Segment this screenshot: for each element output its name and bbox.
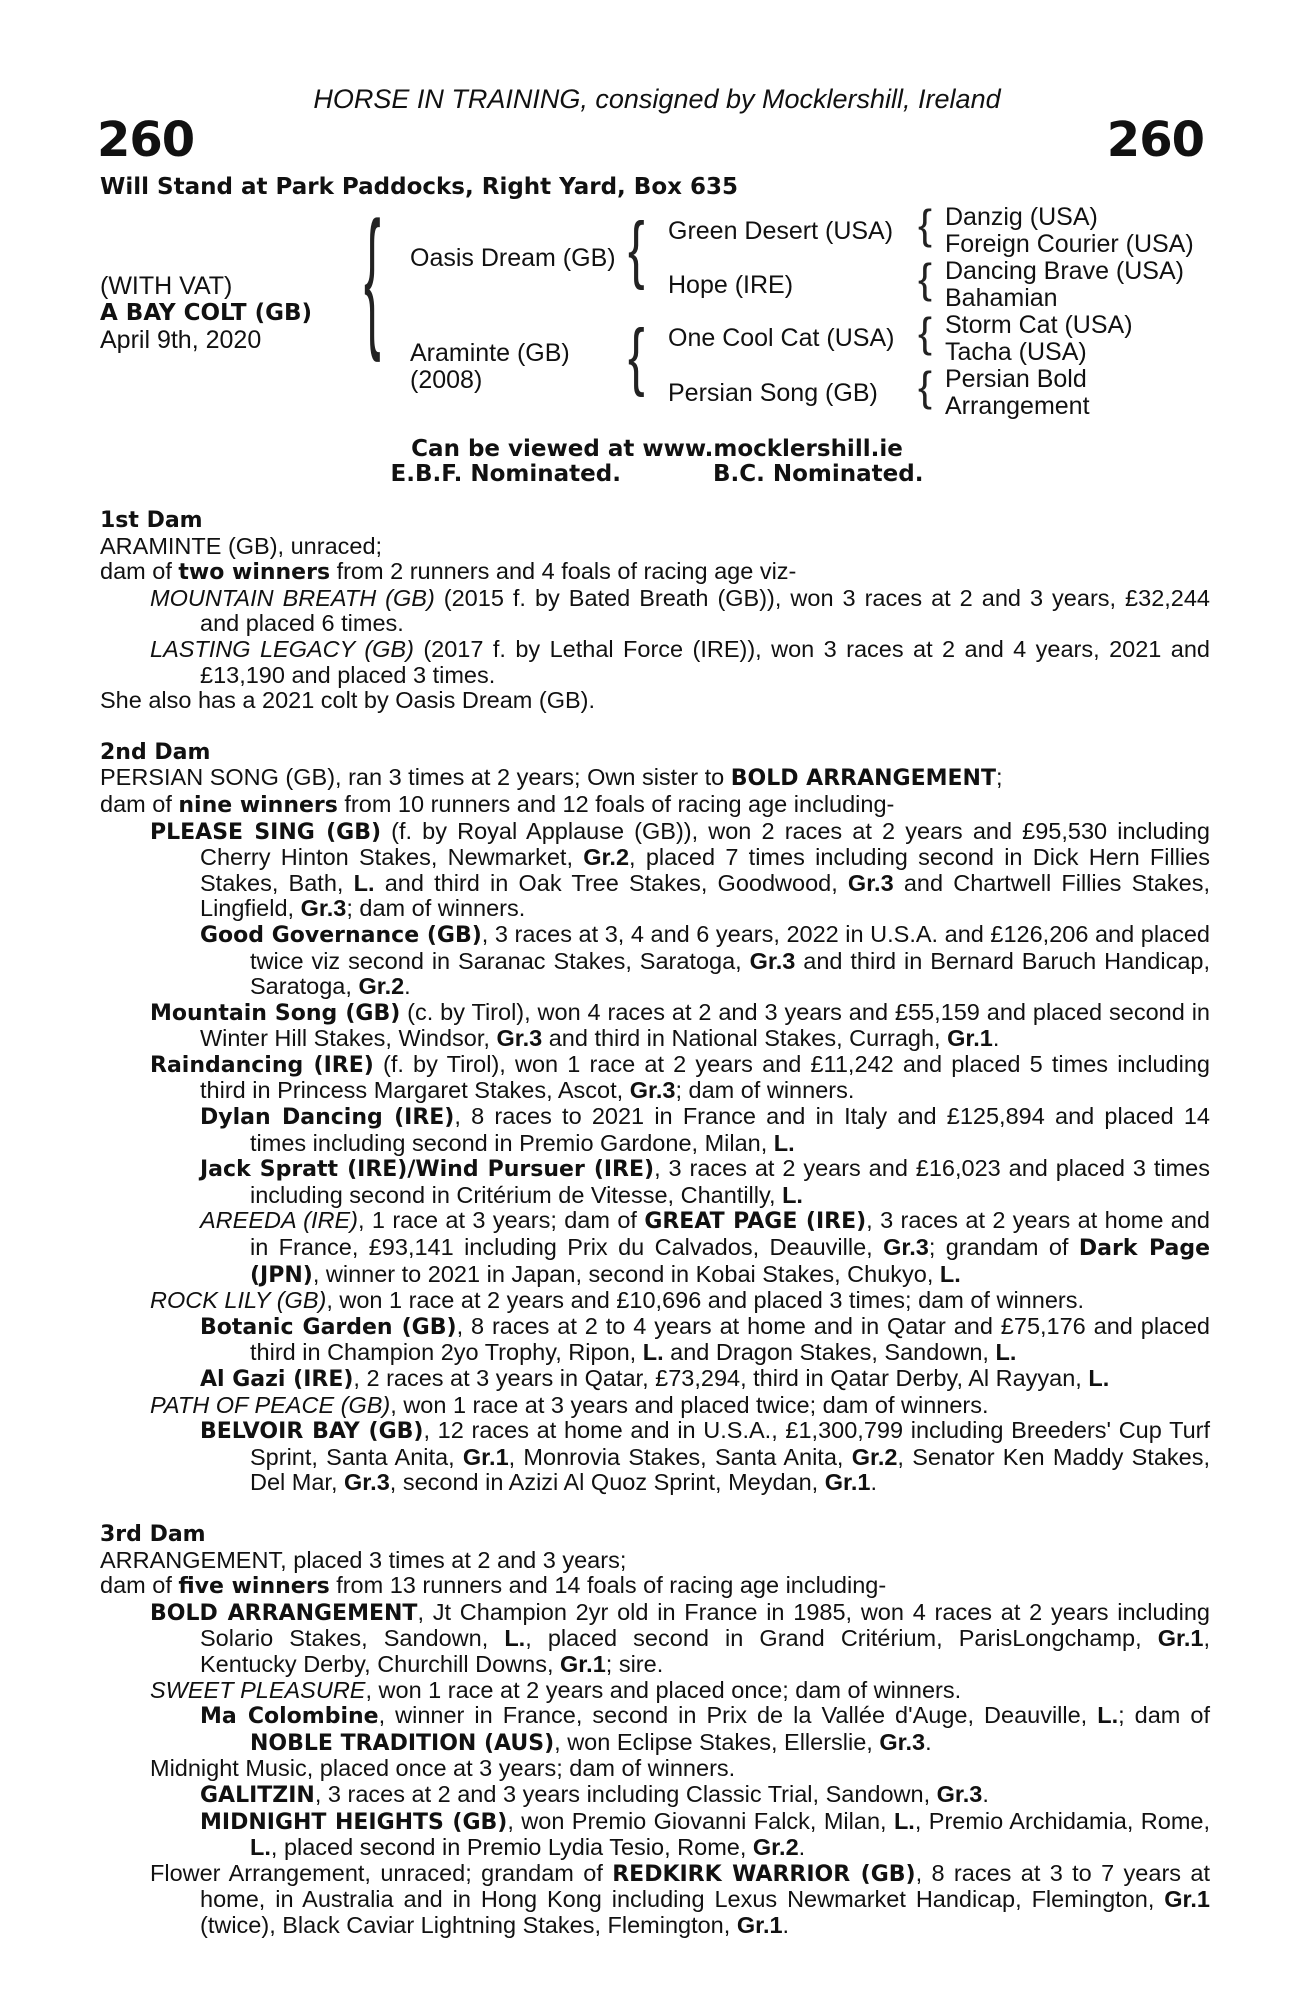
- dam-dam: Persian Song (GB): [668, 379, 878, 407]
- nominations: [0, 461, 1314, 487]
- first-dam-summary: dam of two winners from 2 runners and 4 foals of racing age viz-: [100, 558, 797, 586]
- second-dam-line: PERSIAN SONG (GB), ran 3 times at 2 years; Own sister to BOLD ARRANGEMENT;: [100, 764, 1003, 792]
- pedigree-brace: {: [628, 207, 645, 291]
- pedigree-brace: {: [918, 309, 933, 356]
- g3-3: Dancing Brave (USA): [945, 257, 1184, 285]
- produce-entry: ROCK LILY (GB), won 1 race at 2 years and £10,696 and placed 3 times; dam of winners.: [150, 1287, 1084, 1314]
- third-dam-summary: dam of five winners from 13 runners and 14 foals of racing age including-: [100, 1572, 887, 1600]
- produce-entry: BELVOIR BAY (GB), 12 races at home and in U.S.A., £1,300,799 including Breeders' Cup Turf Sprint, Santa Anita, Gr.1, Monrovia Stakes, Santa Anita, Gr.2, Senator Ken Maddy Stakes, Del Mar, Gr.3, second in Azizi Al Quoz Sprint, Meydan, Gr.1.: [200, 1417, 1211, 1496]
- produce-entry: Midnight Music, placed once at 3 years; dam of winners.: [150, 1755, 736, 1782]
- produce-entry: MIDNIGHT HEIGHTS (GB), won Premio Giovanni Falck, Milan, L., Premio Archidamia, Rome, L., placed second in Premio Lydia Tesio, Rome, Gr.2.: [200, 1807, 1211, 1861]
- produce-entry: AREEDA (IRE), 1 race at 3 years; dam of GREAT PAGE (IRE), 3 races at 2 years at home and in France, £93,141 including Prix du Calvados, Deauville, Gr.3; grandam of Dark Page (JPN), winner to 2021 in Japan, second in Kobai Stakes, Chukyo, L.: [200, 1207, 1211, 1288]
- dam: Araminte (GB): [410, 339, 570, 367]
- pedigree-brace: {: [918, 363, 933, 410]
- produce-entry: Mountain Song (GB) (c. by Tirol), won 4 races at 2 and 3 years and £55,159 and placed second in Winter Hill Stakes, Windsor, Gr.3 and third in National Stakes, Curragh, Gr.1.: [150, 998, 1210, 1052]
- g3-4: Bahamian: [945, 284, 1058, 312]
- produce-entry: Al Gazi (IRE), 2 races at 3 years in Qatar, £73,294, third in Qatar Derby, Al Rayyan, L.: [200, 1365, 1110, 1392]
- pedigree-brace: {: [628, 314, 645, 398]
- bc-note: B.C. Nominated.: [712, 461, 924, 487]
- ebf-note: E.B.F. Nominated.: [390, 461, 621, 487]
- g3-8: Arrangement: [945, 392, 1090, 420]
- first-dam-line: ARAMINTE (GB), unraced;: [100, 532, 383, 559]
- viewing-note: Can be viewed at www.mocklershill.ie: [411, 436, 903, 462]
- produce-entry: MOUNTAIN BREATH (GB) (2015 f. by Bated Breath (GB)), won 3 races at 2 and 3 years, £32,244 and placed 6 times.: [150, 584, 1210, 637]
- g3-6: Tacha (USA): [945, 338, 1087, 366]
- lot-number-right: 260: [1106, 112, 1204, 168]
- produce-entry: Dylan Dancing (IRE), 8 races to 2021 in France and in Italy and £125,894 and placed 14 times including second in Premio Gardone, Milan, L.: [200, 1103, 1211, 1156]
- g3-1: Danzig (USA): [945, 203, 1098, 231]
- third-dam-line: ARRANGEMENT, placed 3 times at 2 and 3 years;: [100, 1546, 627, 1573]
- g3-2: Foreign Courier (USA): [945, 230, 1194, 258]
- first-dam-heading: 1st Dam: [100, 508, 203, 533]
- produce-entry: LASTING LEGACY (GB) (2017 f. by Lethal Force (IRE)), won 3 races at 2 and 4 years, 2021 and £13,190 and placed 3 times.: [150, 635, 1210, 688]
- g3-5: Storm Cat (USA): [945, 311, 1133, 339]
- produce-entry: Good Governance (GB), 3 races at 3, 4 and 6 years, 2022 in U.S.A. and £126,206 and placed twice viz second in Saranac Stakes, Saratoga, Gr.3 and third in Bernard Baruch Handicap, Saratoga, Gr.2.: [200, 920, 1211, 1000]
- sire-sire: Green Desert (USA): [668, 217, 894, 245]
- produce-entry: PATH OF PEACE (GB), won 1 race at 3 years and placed twice; dam of winners.: [150, 1391, 989, 1418]
- produce-entry: Botanic Garden (GB), 8 races at 2 to 4 years at home and in Qatar and £75,176 and placed third in Champion 2yo Trophy, Ripon, L. and Dragon Stakes, Sandown, L.: [200, 1312, 1210, 1366]
- produce-entry: Jack Spratt (IRE)/Wind Pursuer (IRE), 3 races at 2 years and £16,023 and placed 3 times including second in Critérium de Vitesse, Chantilly, L.: [200, 1155, 1210, 1208]
- dam-sire: One Cool Cat (USA): [668, 324, 895, 352]
- sire: Oasis Dream (GB): [410, 244, 616, 272]
- family-details: [100, 508, 1210, 1938]
- produce-entry: BOLD ARRANGEMENT, Jt Champion 2yr old in France in 1985, won 4 races at 2 years including Solario Stakes, Sandown, L., placed second in Grand Critérium, ParisLongchamp, Gr.1, Kentucky Derby, Churchill Downs, Gr.1; sire.: [150, 1598, 1211, 1677]
- pedigree-brace: {: [918, 255, 933, 302]
- pedigree-brace: {: [918, 201, 933, 248]
- produce-entry: GALITZIN, 3 races at 2 and 3 years including Classic Trial, Sandown, Gr.3.: [200, 1780, 989, 1808]
- foaling-date: April 9th, 2020: [100, 326, 262, 354]
- lot-number-left: 260: [97, 112, 195, 168]
- dam-year: (2008): [410, 366, 483, 394]
- horse-name: A BAY COLT (GB): [100, 300, 313, 326]
- vat-note: (WITH VAT): [100, 272, 233, 300]
- g3-7: Persian Bold: [945, 365, 1087, 393]
- produce-entry: PLEASE SING (GB) (f. by Royal Applause (GB)), won 2 races at 2 years and £95,530 including Cherry Hinton Stakes, Newmarket, Gr.2, placed 7 times including second in Dick Hern Fillies Stakes, Bath, L. and third in Oak Tree Stakes, Goodwood, Gr.3 and Chartwell Fillies Stakes, Lingfield, Gr.3; dam of winners.: [150, 817, 1210, 922]
- second-dam-summary: dam of nine winners from 10 runners and 12 foals of racing age including-: [100, 790, 895, 818]
- sire-dam: Hope (IRE): [668, 271, 794, 299]
- produce-entry: Ma Colombine, winner in France, second in Prix de la Vallée d'Auge, Deauville, L.; dam of NOBLE TRADITION (AUS), won Eclipse Stakes, Ellerslie, Gr.3.: [200, 1702, 1211, 1756]
- second-dam-heading: 2nd Dam: [100, 739, 211, 765]
- produce-entry: SWEET PLEASURE, won 1 race at 2 years and placed once; dam of winners.: [150, 1676, 962, 1703]
- location-line: Will Stand at Park Paddocks, Right Yard, Box 635: [100, 174, 738, 200]
- consignment-line: HORSE IN TRAINING, consigned by Mocklershill, Ireland: [313, 84, 1001, 114]
- produce-entry: Raindancing (IRE) (f. by Tirol), won 1 race at 2 years and £11,242 and placed 5 times including third in Princess Margaret Stakes, Ascot, Gr.3; dam of winners.: [150, 1050, 1210, 1104]
- first-dam-note: She also has a 2021 colt by Oasis Dream (GB).: [100, 687, 596, 714]
- third-dam-heading: 3rd Dam: [100, 1521, 206, 1547]
- pedigree-brace: {: [364, 190, 381, 364]
- produce-entry: Flower Arrangement, unraced; grandam of REDKIRK WARRIOR (GB), 8 races at 3 to 7 years at home, in Australia and in Hong Kong including Lexus Newmarket Handicap, Flemington, Gr.1 (twice), Black Caviar Lightning Stakes, Flemington, Gr.1.: [150, 1859, 1210, 1938]
